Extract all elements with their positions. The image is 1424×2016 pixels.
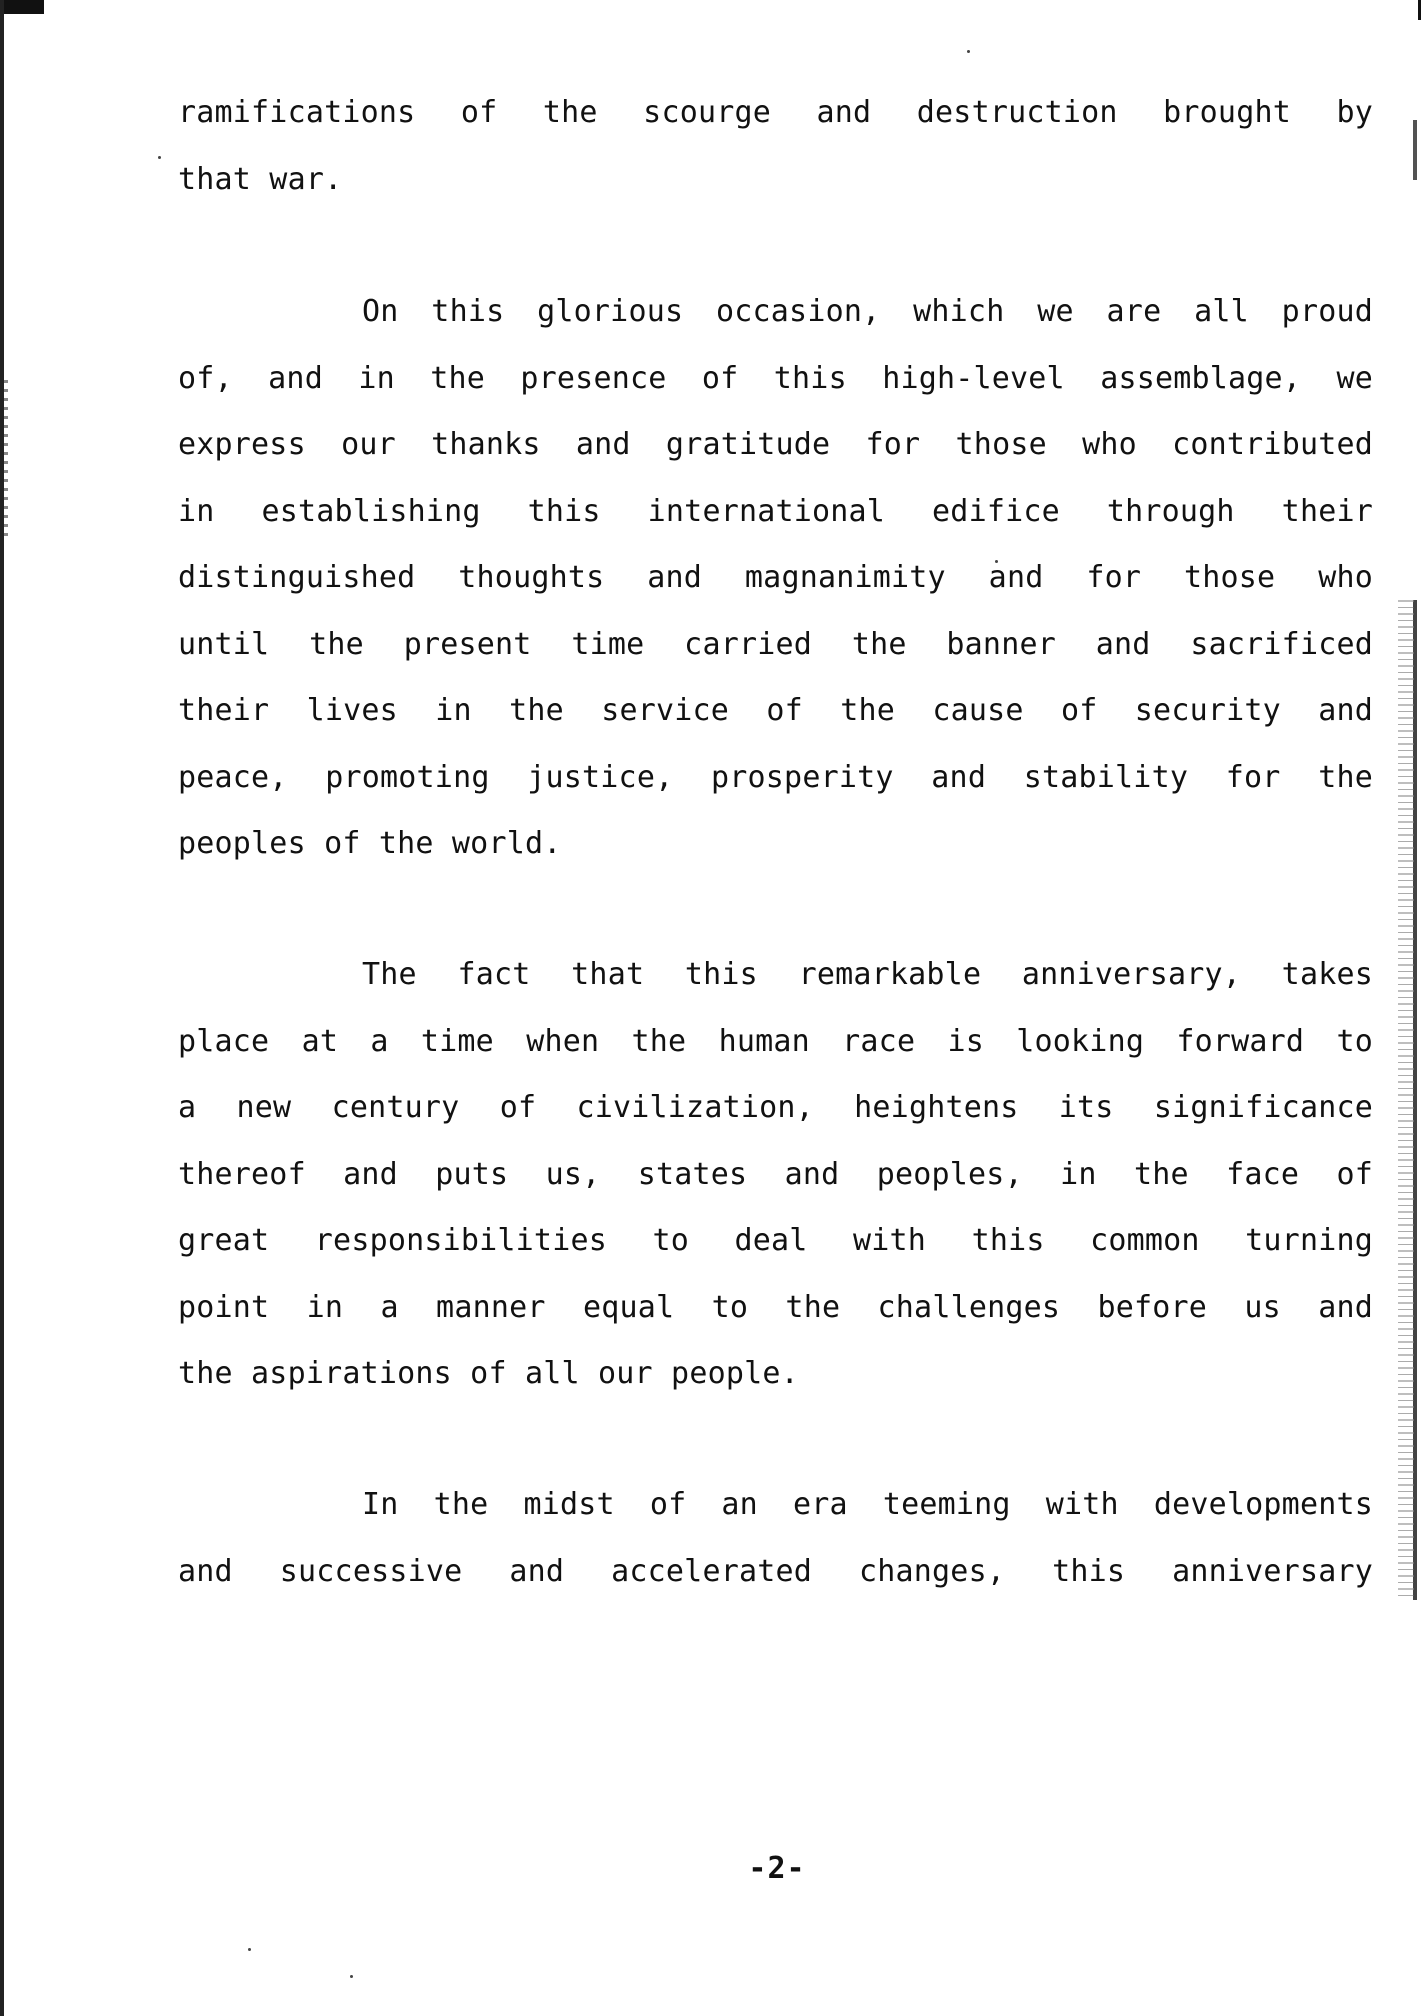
text-line: distinguished thoughts and magnanimity and for those who bbox=[178, 560, 1373, 595]
scan-dust-dot bbox=[158, 156, 161, 159]
text-line: ramifications of the scourge and destruction brought by bbox=[178, 95, 1373, 130]
scan-right-texture bbox=[1398, 600, 1414, 1600]
text-line: peace, promoting justice, prosperity and stability for the bbox=[178, 759, 1373, 795]
text-line: thereof and puts us, states and peoples, in the face of bbox=[178, 1156, 1373, 1192]
text-line: their lives in the service of the cause of security and bbox=[178, 693, 1373, 728]
text-line: of, and in the presence of this high-level assemblage, we bbox=[178, 360, 1373, 396]
text-line: a new century of civilization, heightens its significance bbox=[178, 1090, 1373, 1125]
scan-dust-dot bbox=[248, 1948, 251, 1951]
paragraph-glorious-occasion bbox=[178, 279, 1373, 878]
text-line: in establishing this international edifice through their bbox=[178, 493, 1373, 529]
text-line: great responsibilities to deal with this common turning bbox=[178, 1223, 1373, 1258]
text-line: that war. bbox=[178, 161, 343, 197]
scan-left-speckle bbox=[4, 380, 8, 540]
text-line: On this glorious occasion, which we are all proud bbox=[362, 294, 1373, 329]
scan-dust-dot bbox=[350, 1975, 353, 1978]
paragraph-remarkable-anniversary bbox=[178, 942, 1373, 1408]
text-line: and successive and accelerated changes, this anniversary bbox=[178, 1553, 1373, 1589]
scan-top-right-tick bbox=[1418, 0, 1421, 20]
text-line: express our thanks and gratitude for those who contributed bbox=[178, 427, 1373, 462]
page-number: -2- bbox=[748, 1851, 806, 1886]
text-line: point in a manner equal to the challenges before us and bbox=[178, 1289, 1373, 1325]
text-line: peoples of the world. bbox=[178, 826, 562, 861]
text-line: In the midst of an era teeming with developments bbox=[362, 1487, 1373, 1522]
text-line: The fact that this remarkable anniversary, takes bbox=[362, 957, 1373, 992]
paragraph-continuation bbox=[178, 80, 1373, 213]
scan-corner-mark bbox=[0, 0, 44, 14]
scan-left-edge bbox=[0, 0, 4, 2016]
paragraph-midst-of-era bbox=[178, 1472, 1373, 1605]
text-line: until the present time carried the banner and sacrificed bbox=[178, 626, 1373, 662]
scan-dust-dot bbox=[967, 50, 970, 53]
text-line: the aspirations of all our people. bbox=[178, 1356, 799, 1391]
text-line: place at a time when the human race is looking forward to bbox=[178, 1023, 1373, 1059]
